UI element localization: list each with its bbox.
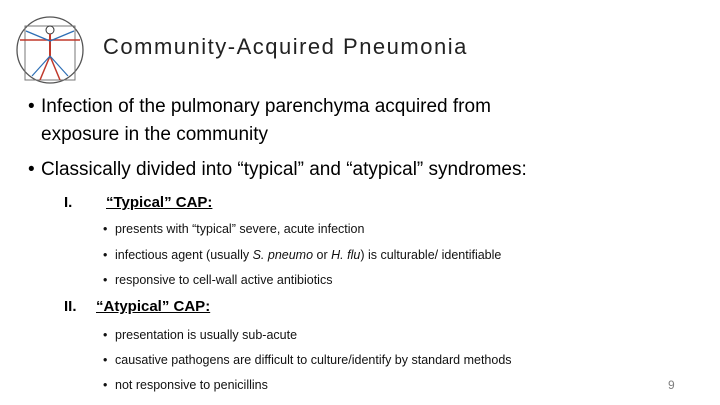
item-text: not responsive to penicillins [115, 378, 268, 392]
bullet-dot: • [28, 159, 35, 180]
item-text-organism-1: S. pneumo [252, 248, 314, 262]
section-2-heading: “Atypical” CAP: [96, 298, 211, 315]
bullet-1-line2: exposure in the community [41, 124, 269, 145]
section-2-item-3: • not responsive to penicillins [103, 378, 268, 392]
item-text: responsive to cell-wall active antibiotics [115, 273, 333, 287]
page-number: 9 [668, 378, 675, 392]
bullet-1-line1: Infection of the pulmonary parenchyma acquired from [41, 96, 491, 117]
bullet-1 [28, 95, 491, 119]
section-1-numeral: I. [64, 194, 73, 211]
section-1-item-2: • infectious agent (usually S. pneumo or H. flu) is culturable/ identifiable [103, 248, 502, 262]
item-text-organism-2: H. flu [331, 248, 361, 262]
bullet-dot: • [28, 96, 35, 117]
section-1-item-1: • presents with “typical” severe, acute infection [103, 222, 365, 236]
vitruvian-man-icon [14, 13, 86, 85]
item-text-post: ) is culturable/ identifiable [360, 248, 502, 262]
section-2-item-1: • presentation is usually sub-acute [103, 328, 298, 342]
bullet-2 [28, 158, 527, 182]
item-text: presents with “typical” severe, acute infection [115, 222, 365, 236]
section-2-item-2: • causative pathogens are difficult to culture/identify by standard methods [103, 353, 512, 367]
section-1-item-3: • responsive to cell-wall active antibiotics [103, 273, 333, 287]
item-text: presentation is usually sub-acute [115, 328, 298, 342]
bullet-2-line1: Classically divided into “typical” and “atypical” syndromes: [41, 159, 527, 180]
item-text: causative pathogens are difficult to culture/identify by standard methods [115, 353, 512, 367]
vitruvian-man-logo [14, 13, 86, 85]
section-1-heading: “Typical” CAP: [106, 194, 213, 211]
slide-title: Community-Acquired Pneumonia [103, 34, 468, 59]
item-text-mid: or [313, 248, 332, 262]
item-text-pre: infectious agent (usually [115, 248, 253, 262]
section-2-numeral: II. [64, 298, 77, 315]
